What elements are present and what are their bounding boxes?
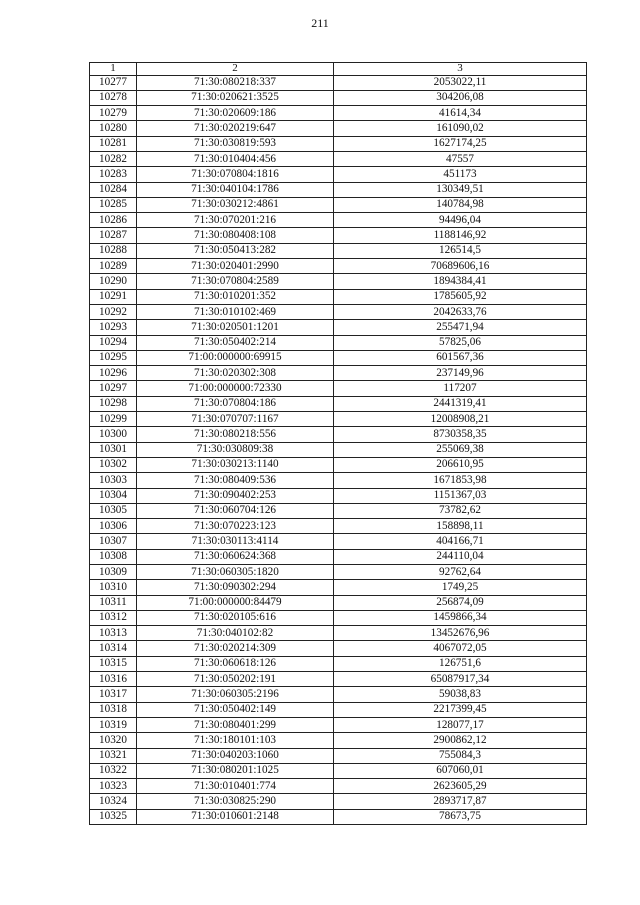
table-row xyxy=(90,457,587,472)
table-row xyxy=(90,565,587,580)
cadastral-number-cell: 71:30:020219:647 xyxy=(137,121,334,136)
cadastral-number-cell: 71:30:070201:216 xyxy=(137,213,334,228)
cadastral-number-cell: 71:30:080218:556 xyxy=(137,427,334,442)
cadastral-number-cell: 71:30:030809:38 xyxy=(137,442,334,457)
row-index-cell: 10322 xyxy=(90,763,137,778)
cadastral-number-cell: 71:30:010404:456 xyxy=(137,151,334,166)
row-index-cell: 10312 xyxy=(90,610,137,625)
table-row xyxy=(90,243,587,258)
cadastral-number-cell: 71:30:020302:308 xyxy=(137,366,334,381)
cadastral-number-cell: 71:30:040203:1060 xyxy=(137,748,334,763)
table-row xyxy=(90,473,587,488)
table-row xyxy=(90,626,587,641)
row-index-cell: 10317 xyxy=(90,687,137,702)
cadastral-number-cell: 71:30:010201:352 xyxy=(137,289,334,304)
value-cell: 1671853,98 xyxy=(334,473,587,488)
value-cell: 65087917,34 xyxy=(334,672,587,687)
row-index-cell: 10310 xyxy=(90,580,137,595)
cadastral-number-cell: 71:30:070707:1167 xyxy=(137,412,334,427)
row-index-cell: 10305 xyxy=(90,503,137,518)
row-index-cell: 10313 xyxy=(90,626,137,641)
value-cell: 244110,04 xyxy=(334,549,587,564)
value-cell: 117207 xyxy=(334,381,587,396)
value-cell: 92762,64 xyxy=(334,565,587,580)
table-row xyxy=(90,213,587,228)
table-row xyxy=(90,136,587,151)
cadastral-number-cell: 71:30:080201:1025 xyxy=(137,763,334,778)
value-cell: 206610,95 xyxy=(334,457,587,472)
cadastral-number-cell: 71:00:000000:72330 xyxy=(137,381,334,396)
row-index-cell: 10315 xyxy=(90,656,137,671)
table-row xyxy=(90,580,587,595)
row-index-cell: 10304 xyxy=(90,488,137,503)
row-index-cell: 10314 xyxy=(90,641,137,656)
cadastral-number-cell: 71:30:020214:309 xyxy=(137,641,334,656)
value-cell: 255069,38 xyxy=(334,442,587,457)
cadastral-number-cell: 71:30:070804:2589 xyxy=(137,274,334,289)
row-index-cell: 10303 xyxy=(90,473,137,488)
table-header-row xyxy=(90,63,587,76)
value-cell: 1749,25 xyxy=(334,580,587,595)
column-header-index: 1 xyxy=(90,63,137,76)
row-index-cell: 10324 xyxy=(90,794,137,809)
cadastral-number-cell: 71:30:070804:186 xyxy=(137,396,334,411)
value-cell: 256874,09 xyxy=(334,595,587,610)
cadastral-number-cell: 71:30:060704:126 xyxy=(137,503,334,518)
row-index-cell: 10285 xyxy=(90,197,137,212)
table-row xyxy=(90,304,587,319)
value-cell: 12008908,21 xyxy=(334,412,587,427)
row-index-cell: 10289 xyxy=(90,259,137,274)
table-row xyxy=(90,794,587,809)
cadastral-number-cell: 71:30:040102:82 xyxy=(137,626,334,641)
table-row xyxy=(90,610,587,625)
table-row xyxy=(90,121,587,136)
cadastral-number-cell: 71:30:080401:299 xyxy=(137,717,334,732)
row-index-cell: 10284 xyxy=(90,182,137,197)
row-index-cell: 10281 xyxy=(90,136,137,151)
cadastral-number-cell: 71:30:010401:774 xyxy=(137,779,334,794)
table-row xyxy=(90,702,587,717)
value-cell: 2893717,87 xyxy=(334,794,587,809)
cadastral-number-cell: 71:30:020105:616 xyxy=(137,610,334,625)
value-cell: 2053022,11 xyxy=(334,75,587,90)
cadastral-number-cell: 71:00:000000:84479 xyxy=(137,595,334,610)
table-row xyxy=(90,534,587,549)
value-cell: 2217399,45 xyxy=(334,702,587,717)
value-cell: 57825,06 xyxy=(334,335,587,350)
value-cell: 126514,5 xyxy=(334,243,587,258)
cadastral-number-cell: 71:30:080408:108 xyxy=(137,228,334,243)
value-cell: 304206,08 xyxy=(334,90,587,105)
row-index-cell: 10301 xyxy=(90,442,137,457)
row-index-cell: 10295 xyxy=(90,350,137,365)
table-row xyxy=(90,90,587,105)
cadastral-number-cell: 71:30:050413:282 xyxy=(137,243,334,258)
table-row xyxy=(90,366,587,381)
table-row xyxy=(90,672,587,687)
table-row xyxy=(90,427,587,442)
value-cell: 128077,17 xyxy=(334,717,587,732)
row-index-cell: 10309 xyxy=(90,565,137,580)
cadastral-number-cell: 71:30:030819:593 xyxy=(137,136,334,151)
value-cell: 1459866,34 xyxy=(334,610,587,625)
table-row xyxy=(90,656,587,671)
cadastral-number-cell: 71:30:060618:126 xyxy=(137,656,334,671)
row-index-cell: 10318 xyxy=(90,702,137,717)
table-row xyxy=(90,519,587,534)
row-index-cell: 10290 xyxy=(90,274,137,289)
value-cell: 158898,11 xyxy=(334,519,587,534)
cadastral-number-cell: 71:30:070804:1816 xyxy=(137,167,334,182)
value-cell: 607060,01 xyxy=(334,763,587,778)
row-index-cell: 10288 xyxy=(90,243,137,258)
cadastral-number-cell: 71:30:180101:103 xyxy=(137,733,334,748)
table-row xyxy=(90,503,587,518)
row-index-cell: 10286 xyxy=(90,213,137,228)
row-index-cell: 10323 xyxy=(90,779,137,794)
row-index-cell: 10302 xyxy=(90,457,137,472)
row-index-cell: 10320 xyxy=(90,733,137,748)
table-row xyxy=(90,641,587,656)
table-body xyxy=(90,75,587,825)
cadastral-number-cell: 71:30:020401:2990 xyxy=(137,259,334,274)
cadastral-number-cell: 71:00:000000:69915 xyxy=(137,350,334,365)
column-header-value: 3 xyxy=(334,63,587,76)
value-cell: 59038,83 xyxy=(334,687,587,702)
table-row xyxy=(90,763,587,778)
value-cell: 8730358,35 xyxy=(334,427,587,442)
cadastral-number-cell: 71:30:050202:191 xyxy=(137,672,334,687)
cadastral-number-cell: 71:30:030825:290 xyxy=(137,794,334,809)
table-row xyxy=(90,350,587,365)
row-index-cell: 10282 xyxy=(90,151,137,166)
value-cell: 451173 xyxy=(334,167,587,182)
table-row xyxy=(90,809,587,824)
table-row xyxy=(90,289,587,304)
table-row xyxy=(90,182,587,197)
table-row xyxy=(90,151,587,166)
value-cell: 237149,96 xyxy=(334,366,587,381)
value-cell: 1627174,25 xyxy=(334,136,587,151)
row-index-cell: 10279 xyxy=(90,106,137,121)
table-row xyxy=(90,488,587,503)
row-index-cell: 10293 xyxy=(90,320,137,335)
value-cell: 140784,98 xyxy=(334,197,587,212)
cadastral-number-cell: 71:30:060305:1820 xyxy=(137,565,334,580)
table-row xyxy=(90,197,587,212)
row-index-cell: 10299 xyxy=(90,412,137,427)
cadastral-number-cell: 71:30:020501:1201 xyxy=(137,320,334,335)
value-cell: 41614,34 xyxy=(334,106,587,121)
cadastral-number-cell: 71:30:010601:2148 xyxy=(137,809,334,824)
cadastral-number-cell: 71:30:060305:2196 xyxy=(137,687,334,702)
row-index-cell: 10298 xyxy=(90,396,137,411)
value-cell: 4067072,05 xyxy=(334,641,587,656)
table-row xyxy=(90,717,587,732)
row-index-cell: 10278 xyxy=(90,90,137,105)
table-row xyxy=(90,595,587,610)
table-row xyxy=(90,228,587,243)
cadastral-number-cell: 71:30:030212:4861 xyxy=(137,197,334,212)
cadastral-number-cell: 71:30:050402:214 xyxy=(137,335,334,350)
value-cell: 126751,6 xyxy=(334,656,587,671)
row-index-cell: 10316 xyxy=(90,672,137,687)
table-row xyxy=(90,75,587,90)
row-index-cell: 10307 xyxy=(90,534,137,549)
row-index-cell: 10291 xyxy=(90,289,137,304)
row-index-cell: 10292 xyxy=(90,304,137,319)
table-row xyxy=(90,106,587,121)
row-index-cell: 10296 xyxy=(90,366,137,381)
value-cell: 404166,71 xyxy=(334,534,587,549)
row-index-cell: 10297 xyxy=(90,381,137,396)
value-cell: 161090,02 xyxy=(334,121,587,136)
row-index-cell: 10277 xyxy=(90,75,137,90)
value-cell: 13452676,96 xyxy=(334,626,587,641)
value-cell: 2441319,41 xyxy=(334,396,587,411)
value-cell: 1785605,92 xyxy=(334,289,587,304)
value-cell: 1151367,03 xyxy=(334,488,587,503)
value-cell: 73782,62 xyxy=(334,503,587,518)
table-row xyxy=(90,167,587,182)
cadastral-number-cell: 71:30:030113:4114 xyxy=(137,534,334,549)
cadastral-number-cell: 71:30:090302:294 xyxy=(137,580,334,595)
row-index-cell: 10287 xyxy=(90,228,137,243)
value-cell: 94496,04 xyxy=(334,213,587,228)
value-cell: 2900862,12 xyxy=(334,733,587,748)
row-index-cell: 10321 xyxy=(90,748,137,763)
row-index-cell: 10319 xyxy=(90,717,137,732)
row-index-cell: 10325 xyxy=(90,809,137,824)
table-row xyxy=(90,320,587,335)
page-number: 211 xyxy=(311,16,329,30)
row-index-cell: 10294 xyxy=(90,335,137,350)
table-row xyxy=(90,748,587,763)
cadastral-number-cell: 71:30:030213:1140 xyxy=(137,457,334,472)
table-row xyxy=(90,412,587,427)
cadastral-number-cell: 71:30:070223:123 xyxy=(137,519,334,534)
cadastral-number-cell: 71:30:080218:337 xyxy=(137,75,334,90)
value-cell: 70689606,16 xyxy=(334,259,587,274)
row-index-cell: 10300 xyxy=(90,427,137,442)
table-row xyxy=(90,733,587,748)
row-index-cell: 10311 xyxy=(90,595,137,610)
row-index-cell: 10306 xyxy=(90,519,137,534)
value-cell: 47557 xyxy=(334,151,587,166)
cadastral-number-cell: 71:30:060624:368 xyxy=(137,549,334,564)
table-row xyxy=(90,259,587,274)
value-cell: 2042633,76 xyxy=(334,304,587,319)
row-index-cell: 10283 xyxy=(90,167,137,182)
value-cell: 1188146,92 xyxy=(334,228,587,243)
cadastral-number-cell: 71:30:050402:149 xyxy=(137,702,334,717)
cadastral-number-cell: 71:30:080409:536 xyxy=(137,473,334,488)
cadastral-number-cell: 71:30:010102:469 xyxy=(137,304,334,319)
value-cell: 78673,75 xyxy=(334,809,587,824)
cadastral-number-cell: 71:30:020621:3525 xyxy=(137,90,334,105)
table-row xyxy=(90,335,587,350)
row-index-cell: 10308 xyxy=(90,549,137,564)
table-row xyxy=(90,396,587,411)
table-row xyxy=(90,779,587,794)
table-row xyxy=(90,549,587,564)
value-cell: 601567,36 xyxy=(334,350,587,365)
value-cell: 1894384,41 xyxy=(334,274,587,289)
table-row xyxy=(90,687,587,702)
row-index-cell: 10280 xyxy=(90,121,137,136)
table-row xyxy=(90,381,587,396)
value-cell: 2623605,29 xyxy=(334,779,587,794)
table-row xyxy=(90,442,587,457)
table-row xyxy=(90,274,587,289)
cadastral-table xyxy=(89,62,587,825)
value-cell: 255471,94 xyxy=(334,320,587,335)
cadastral-number-cell: 71:30:090402:253 xyxy=(137,488,334,503)
cadastral-number-cell: 71:30:020609:186 xyxy=(137,106,334,121)
value-cell: 755084,3 xyxy=(334,748,587,763)
value-cell: 130349,51 xyxy=(334,182,587,197)
cadastral-number-cell: 71:30:040104:1786 xyxy=(137,182,334,197)
column-header-cadastral-number: 2 xyxy=(137,63,334,76)
